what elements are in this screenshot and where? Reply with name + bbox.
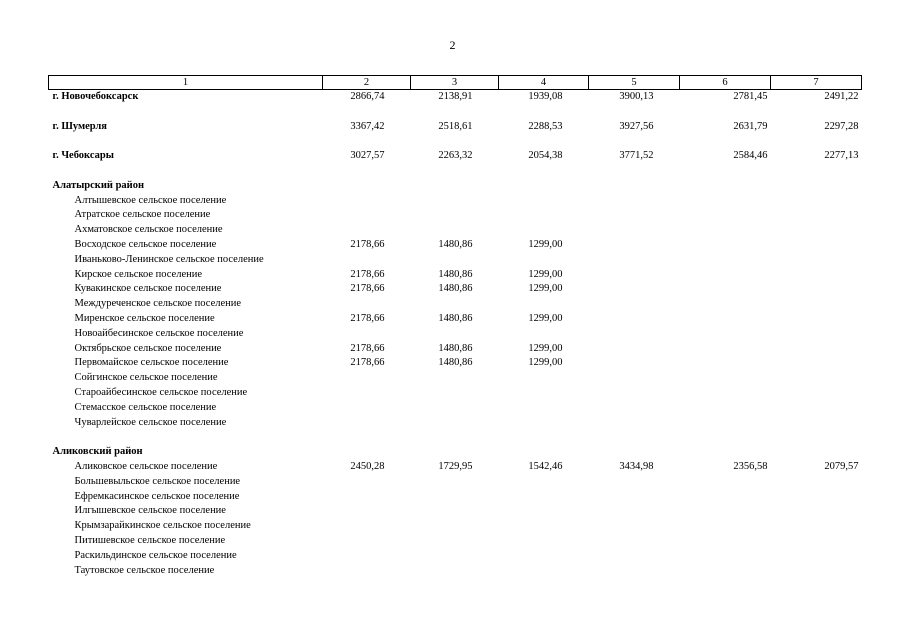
value-cell-col-7 bbox=[771, 208, 862, 223]
value-cell-col-2: 2866,74 bbox=[350, 91, 385, 102]
value-cell-col-4 bbox=[499, 371, 589, 386]
value-cell-col-7 bbox=[771, 312, 862, 327]
column-header-2: 2 bbox=[323, 76, 411, 90]
table-header bbox=[49, 76, 862, 90]
value-cell-col-7 bbox=[771, 282, 862, 297]
value-cell-col-6 bbox=[680, 238, 771, 253]
settlement-name: Раскильдинское сельское поселение bbox=[74, 549, 237, 561]
settlement-row bbox=[49, 194, 862, 209]
value-cell-col-4: 2288,53 bbox=[528, 120, 563, 132]
value-cell-col-7 bbox=[771, 342, 862, 357]
value-cell-col-3 bbox=[411, 327, 499, 342]
value-cell-col-6 bbox=[680, 475, 771, 490]
value-cell-col-2: 2178,66 bbox=[350, 268, 385, 280]
value-cell-col-3: 1729,95 bbox=[438, 460, 473, 472]
settlement-name: Староайбесинское сельское поселение bbox=[74, 386, 248, 398]
value-cell-col-4: 1542,46 bbox=[528, 460, 563, 472]
value-cell-col-7 bbox=[771, 253, 862, 268]
value-cell-col-4 bbox=[499, 179, 589, 194]
settlement-name: Миренское сельское поселение bbox=[74, 312, 215, 324]
value-cell-col-4 bbox=[499, 504, 589, 519]
value-cell-col-7 bbox=[771, 297, 862, 312]
settlement-row bbox=[49, 401, 862, 416]
value-cell-col-4 bbox=[499, 475, 589, 490]
value-cell-col-3 bbox=[411, 504, 499, 519]
value-cell-col-3 bbox=[411, 253, 499, 268]
value-cell-col-2 bbox=[323, 416, 411, 431]
value-cell-col-4: 1939,08 bbox=[528, 91, 563, 102]
value-cell-col-5 bbox=[589, 490, 680, 505]
city-name: г. Новочебоксарск bbox=[52, 91, 139, 102]
value-cell-col-5 bbox=[589, 401, 680, 416]
value-cell-col-5: 3927,56 bbox=[619, 120, 654, 132]
city-row bbox=[49, 90, 862, 105]
value-cell-col-6: 2356,58 bbox=[733, 460, 768, 472]
value-cell-col-6 bbox=[680, 490, 771, 505]
column-header-1: 1 bbox=[49, 76, 323, 90]
value-cell-col-6 bbox=[680, 549, 771, 564]
settlement-name: Междуреченское сельское поселение bbox=[74, 298, 242, 310]
settlement-row bbox=[49, 282, 862, 297]
value-cell-col-3: 2263,32 bbox=[438, 150, 473, 162]
value-cell-col-7 bbox=[771, 386, 862, 401]
settlement-name: Крымзарайкинское сельское поселение bbox=[74, 520, 251, 532]
value-cell-col-7 bbox=[771, 519, 862, 534]
settlement-name: Восходское сельское поселение bbox=[74, 238, 217, 250]
value-cell-col-4 bbox=[499, 549, 589, 564]
value-cell-col-6 bbox=[680, 564, 771, 579]
value-cell-col-3: 2138,91 bbox=[438, 91, 473, 102]
value-cell-col-4: 1299,00 bbox=[528, 342, 563, 354]
value-cell-col-4 bbox=[499, 445, 589, 460]
value-cell-col-2 bbox=[323, 371, 411, 386]
value-cell-col-7 bbox=[771, 194, 862, 209]
settlement-name: Питишевское сельское поселение bbox=[74, 534, 226, 546]
value-cell-col-2 bbox=[323, 297, 411, 312]
value-cell-col-2: 2450,28 bbox=[350, 460, 385, 472]
value-cell-col-7 bbox=[771, 268, 862, 283]
settlement-row bbox=[49, 490, 862, 505]
value-cell-col-3: 2518,61 bbox=[438, 120, 473, 132]
value-cell-col-5 bbox=[589, 297, 680, 312]
settlement-name: Большевыльское сельское поселение bbox=[74, 475, 241, 487]
settlement-name: Ефремкасинское сельское поселение bbox=[74, 490, 240, 502]
value-cell-col-3: 1480,86 bbox=[438, 342, 473, 354]
value-cell-col-6 bbox=[680, 356, 771, 371]
spacer-cell bbox=[49, 430, 862, 445]
settlement-row bbox=[49, 386, 862, 401]
settlement-name: Первомайское сельское поселение bbox=[74, 357, 229, 369]
value-cell-col-6 bbox=[680, 268, 771, 283]
settlement-name: Новоайбесинское сельское поселение bbox=[74, 327, 244, 339]
value-cell-col-5 bbox=[589, 445, 680, 460]
value-cell-col-6 bbox=[680, 208, 771, 223]
value-cell-col-4: 1299,00 bbox=[528, 312, 563, 324]
value-cell-col-5 bbox=[589, 282, 680, 297]
value-cell-col-5 bbox=[589, 342, 680, 357]
value-cell-col-6 bbox=[680, 504, 771, 519]
value-cell-col-2 bbox=[323, 223, 411, 238]
settlement-row bbox=[49, 208, 862, 223]
settlement-name: Кирское сельское поселение bbox=[74, 268, 203, 280]
value-cell-col-4 bbox=[499, 401, 589, 416]
settlement-row bbox=[49, 416, 862, 431]
value-cell-col-4 bbox=[499, 297, 589, 312]
spacer-row bbox=[49, 134, 862, 149]
value-cell-col-3 bbox=[411, 401, 499, 416]
value-cell-col-3: 1480,86 bbox=[438, 238, 473, 250]
value-cell-col-2 bbox=[323, 564, 411, 579]
value-cell-col-2: 2178,66 bbox=[350, 357, 385, 369]
column-header-5: 5 bbox=[589, 76, 680, 90]
value-cell-col-3 bbox=[411, 549, 499, 564]
value-cell-col-6 bbox=[680, 327, 771, 342]
value-cell-col-4 bbox=[499, 327, 589, 342]
spacer-row bbox=[49, 430, 862, 445]
value-cell-col-3: 1480,86 bbox=[438, 283, 473, 295]
value-cell-col-4: 1299,00 bbox=[528, 357, 563, 369]
settlement-row bbox=[49, 356, 862, 371]
value-cell-col-4 bbox=[499, 253, 589, 268]
value-cell-col-3 bbox=[411, 223, 499, 238]
column-header-6: 6 bbox=[680, 76, 771, 90]
value-cell-col-7: 2491,22 bbox=[824, 91, 859, 102]
value-cell-col-5 bbox=[589, 564, 680, 579]
value-cell-col-6 bbox=[680, 386, 771, 401]
settlement-row bbox=[49, 371, 862, 386]
value-cell-col-2: 2178,66 bbox=[350, 283, 385, 295]
settlement-row bbox=[49, 564, 862, 579]
value-cell-col-2: 2178,66 bbox=[350, 342, 385, 354]
value-cell-col-2 bbox=[323, 194, 411, 209]
value-cell-col-3 bbox=[411, 519, 499, 534]
settlement-row bbox=[49, 475, 862, 490]
column-header-7: 7 bbox=[771, 76, 862, 90]
value-cell-col-5 bbox=[589, 194, 680, 209]
city-name: г. Чебоксары bbox=[52, 150, 114, 162]
settlement-row bbox=[49, 238, 862, 253]
value-cell-col-3 bbox=[411, 534, 499, 549]
value-cell-col-7 bbox=[771, 504, 862, 519]
value-cell-col-4 bbox=[499, 194, 589, 209]
value-cell-col-5: 3771,52 bbox=[619, 150, 654, 162]
value-cell-col-5 bbox=[589, 504, 680, 519]
value-cell-col-7 bbox=[771, 356, 862, 371]
settlement-name: Илгышевское сельское поселение bbox=[74, 505, 226, 517]
column-number-row bbox=[49, 76, 862, 90]
settlement-row bbox=[49, 253, 862, 268]
settlement-row bbox=[49, 297, 862, 312]
value-cell-col-5 bbox=[589, 223, 680, 238]
value-cell-col-4 bbox=[499, 223, 589, 238]
value-cell-col-3 bbox=[411, 208, 499, 223]
value-cell-col-5: 3900,13 bbox=[619, 91, 654, 102]
value-cell-col-7 bbox=[771, 401, 862, 416]
value-cell-col-3 bbox=[411, 490, 499, 505]
settlement-name: Атратское сельское поселение bbox=[74, 209, 211, 221]
value-cell-col-6 bbox=[680, 223, 771, 238]
value-cell-col-3: 1480,86 bbox=[438, 268, 473, 280]
value-cell-col-2 bbox=[323, 253, 411, 268]
value-cell-col-2: 2178,66 bbox=[350, 312, 385, 324]
value-cell-col-6: 2584,46 bbox=[733, 150, 768, 162]
district-name: Алатырский район bbox=[52, 179, 145, 191]
value-cell-col-5 bbox=[589, 208, 680, 223]
column-header-4: 4 bbox=[499, 76, 589, 90]
value-cell-col-3: 1480,86 bbox=[438, 312, 473, 324]
value-cell-col-7 bbox=[771, 327, 862, 342]
value-cell-col-5 bbox=[589, 416, 680, 431]
settlement-row bbox=[49, 519, 862, 534]
spacer-row bbox=[49, 164, 862, 179]
value-cell-col-6 bbox=[680, 371, 771, 386]
value-cell-col-5 bbox=[589, 475, 680, 490]
value-cell-col-5 bbox=[589, 238, 680, 253]
value-cell-col-6 bbox=[680, 297, 771, 312]
settlement-name: Чуварлейское сельское поселение bbox=[74, 416, 227, 428]
value-cell-col-5 bbox=[589, 312, 680, 327]
value-cell-col-2 bbox=[323, 504, 411, 519]
value-cell-col-6: 2781,45 bbox=[733, 91, 768, 102]
value-cell-col-3 bbox=[411, 416, 499, 431]
value-cell-col-4 bbox=[499, 564, 589, 579]
settlement-row bbox=[49, 312, 862, 327]
value-cell-col-6 bbox=[680, 445, 771, 460]
value-cell-col-7: 2277,13 bbox=[824, 150, 859, 162]
value-cell-col-2: 3367,42 bbox=[350, 120, 385, 132]
value-cell-col-4: 1299,00 bbox=[528, 283, 563, 295]
value-cell-col-2 bbox=[323, 208, 411, 223]
value-cell-col-5 bbox=[589, 253, 680, 268]
value-cell-col-7: 2079,57 bbox=[824, 460, 859, 472]
settlement-row bbox=[49, 327, 862, 342]
value-cell-col-5 bbox=[589, 549, 680, 564]
value-cell-col-7 bbox=[771, 549, 862, 564]
value-cell-col-6 bbox=[680, 282, 771, 297]
value-cell-col-3 bbox=[411, 445, 499, 460]
settlement-row bbox=[49, 504, 862, 519]
value-cell-col-5 bbox=[589, 371, 680, 386]
value-cell-col-2 bbox=[323, 549, 411, 564]
settlement-name: Сойгинское сельское поселение bbox=[74, 372, 218, 384]
value-cell-col-5 bbox=[589, 386, 680, 401]
spacer-cell bbox=[49, 134, 862, 149]
value-cell-col-6 bbox=[680, 179, 771, 194]
value-cell-col-2 bbox=[323, 401, 411, 416]
value-cell-col-4 bbox=[499, 416, 589, 431]
value-cell-col-2 bbox=[323, 386, 411, 401]
value-cell-col-7 bbox=[771, 475, 862, 490]
value-cell-col-7: 2297,28 bbox=[824, 120, 859, 132]
settlement-name: Аликовское сельское поселение bbox=[74, 460, 218, 472]
value-cell-col-3: 1480,86 bbox=[438, 357, 473, 369]
value-cell-col-3 bbox=[411, 475, 499, 490]
value-cell-col-7 bbox=[771, 371, 862, 386]
value-cell-col-6 bbox=[680, 342, 771, 357]
value-cell-col-4: 2054,38 bbox=[528, 150, 563, 162]
value-cell-col-4 bbox=[499, 490, 589, 505]
value-cell-col-2 bbox=[323, 475, 411, 490]
value-cell-col-3 bbox=[411, 386, 499, 401]
settlement-row bbox=[49, 268, 862, 283]
settlement-row bbox=[49, 223, 862, 238]
settlement-name: Иваньково-Ленинское сельское поселение bbox=[74, 253, 264, 265]
value-cell-col-5 bbox=[589, 356, 680, 371]
value-cell-col-2 bbox=[323, 534, 411, 549]
value-cell-col-3 bbox=[411, 179, 499, 194]
value-cell-col-2 bbox=[323, 445, 411, 460]
value-cell-col-7 bbox=[771, 238, 862, 253]
value-cell-col-2 bbox=[323, 490, 411, 505]
value-cell-col-7 bbox=[771, 534, 862, 549]
value-cell-col-5 bbox=[589, 179, 680, 194]
spacer-cell bbox=[49, 164, 862, 179]
page-number: 2 bbox=[449, 38, 456, 52]
value-cell-col-6 bbox=[680, 416, 771, 431]
settlement-row bbox=[49, 534, 862, 549]
value-cell-col-2: 3027,57 bbox=[350, 150, 385, 162]
settlement-name: Ахматовское сельское поселение bbox=[74, 224, 223, 236]
value-cell-col-6 bbox=[680, 312, 771, 327]
value-cell-col-5: 3434,98 bbox=[619, 460, 654, 472]
value-cell-col-5 bbox=[589, 327, 680, 342]
city-row bbox=[49, 149, 862, 164]
value-cell-col-6 bbox=[680, 519, 771, 534]
value-cell-col-7 bbox=[771, 179, 862, 194]
value-cell-col-6 bbox=[680, 534, 771, 549]
value-cell-col-5 bbox=[589, 268, 680, 283]
settlement-name: Алтышевское сельское поселение bbox=[74, 194, 227, 206]
settlement-name: Стемасское сельское поселение bbox=[74, 401, 217, 413]
table-body bbox=[49, 90, 862, 579]
value-cell-col-4 bbox=[499, 534, 589, 549]
value-cell-col-3 bbox=[411, 297, 499, 312]
settlement-row bbox=[49, 342, 862, 357]
value-cell-col-4 bbox=[499, 519, 589, 534]
value-cell-col-7 bbox=[771, 490, 862, 505]
value-cell-col-4 bbox=[499, 208, 589, 223]
spacer-row bbox=[49, 105, 862, 120]
value-cell-col-2 bbox=[323, 327, 411, 342]
value-cell-col-3 bbox=[411, 371, 499, 386]
spacer-cell bbox=[49, 105, 862, 120]
value-cell-col-3 bbox=[411, 194, 499, 209]
district-row bbox=[49, 445, 862, 460]
column-header-3: 3 bbox=[411, 76, 499, 90]
data-table bbox=[48, 75, 862, 578]
value-cell-col-6 bbox=[680, 194, 771, 209]
district-row bbox=[49, 179, 862, 194]
value-cell-col-5 bbox=[589, 519, 680, 534]
value-cell-col-2 bbox=[323, 519, 411, 534]
value-cell-col-4 bbox=[499, 386, 589, 401]
settlement-name: Таутовское сельское поселение bbox=[74, 564, 215, 576]
value-cell-col-7 bbox=[771, 564, 862, 579]
value-cell-col-7 bbox=[771, 223, 862, 238]
value-cell-col-2 bbox=[323, 179, 411, 194]
value-cell-col-5 bbox=[589, 534, 680, 549]
settlement-row bbox=[49, 549, 862, 564]
value-cell-col-4: 1299,00 bbox=[528, 238, 563, 250]
city-row bbox=[49, 120, 862, 135]
city-name: г. Шумерля bbox=[52, 120, 107, 132]
value-cell-col-2: 2178,66 bbox=[350, 238, 385, 250]
settlement-name: Кувакинское сельское поселение bbox=[74, 283, 222, 295]
value-cell-col-6: 2631,79 bbox=[733, 120, 768, 132]
value-cell-col-7 bbox=[771, 445, 862, 460]
district-name: Аликовский район bbox=[52, 446, 143, 458]
value-cell-col-6 bbox=[680, 401, 771, 416]
value-cell-col-4: 1299,00 bbox=[528, 268, 563, 280]
value-cell-col-7 bbox=[771, 416, 862, 431]
settlement-name: Октябрьское сельское поселение bbox=[74, 342, 222, 354]
value-cell-col-6 bbox=[680, 253, 771, 268]
settlement-row bbox=[49, 460, 862, 475]
value-cell-col-3 bbox=[411, 564, 499, 579]
